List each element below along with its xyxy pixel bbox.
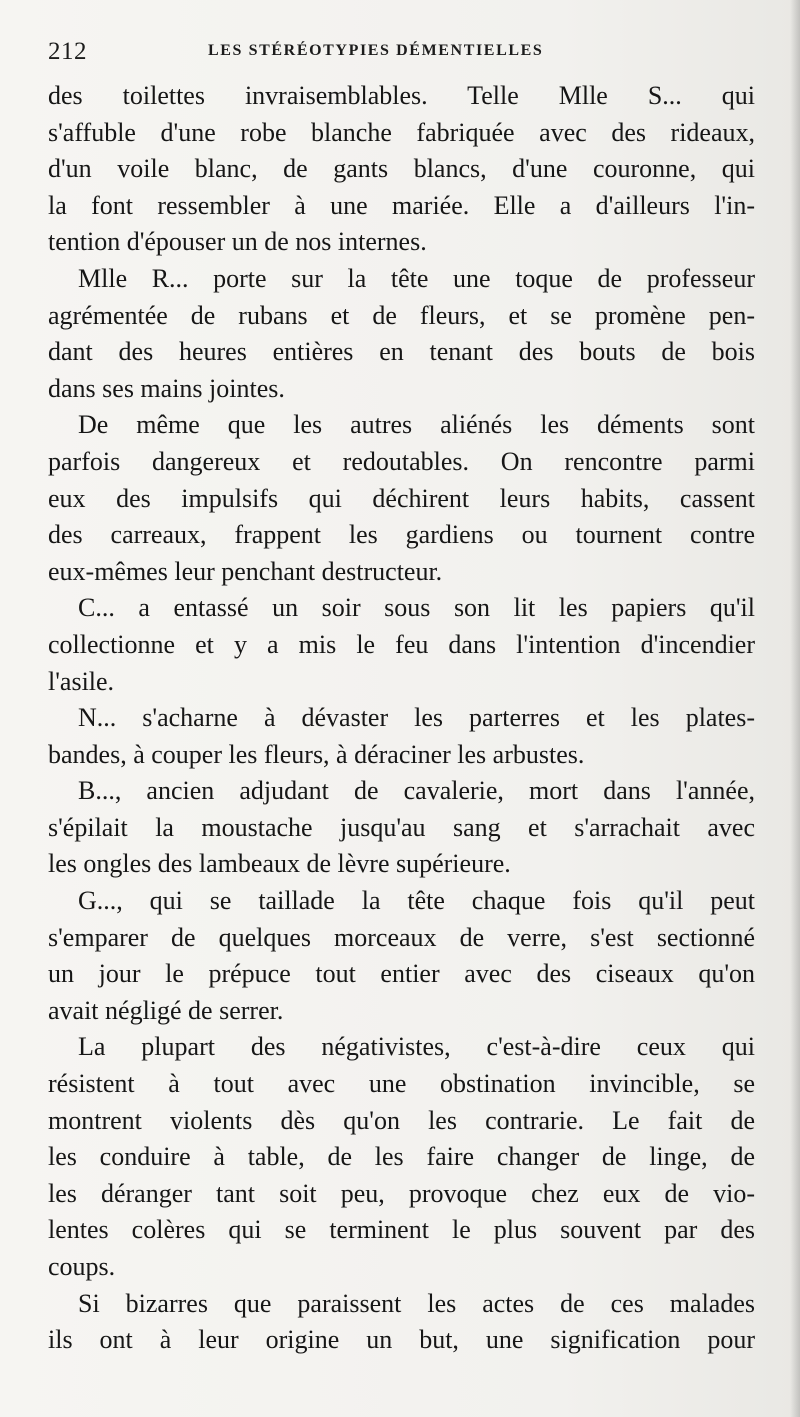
- text-line: eux-mêmes leur penchant destructeur.: [48, 556, 443, 586]
- text-line: s'affuble d'une robe blanche fabriquée avec des rideaux,: [48, 117, 755, 147]
- text-line: De même que les autres aliénés les déments sont: [78, 410, 755, 440]
- text-line: d'un voile blanc, de gants blancs, d'une couronne, qui: [48, 154, 755, 184]
- text-line: dans ses mains jointes.: [48, 373, 285, 403]
- text-line: des toilettes invraisemblables. Telle Mlle S... qui: [48, 81, 755, 110]
- paragraph: [48, 407, 755, 590]
- text-line: Si bizarres que paraissent les actes de ces malades: [78, 1288, 755, 1318]
- text-line: G..., qui se taillade la tête chaque fois qu'il peut: [78, 886, 755, 916]
- paragraph: [48, 1286, 755, 1359]
- paragraph: [48, 78, 755, 261]
- text-line: s'emparer de quelques morceaux de verre, s'est sectionné: [48, 922, 755, 952]
- text-line: C... a entassé un soir sous son lit les papiers qu'il: [78, 593, 755, 623]
- paragraph: [48, 700, 755, 773]
- text-line: bandes, à couper les fleurs, à déraciner les arbustes.: [48, 739, 585, 769]
- text-line: résistent à tout avec une obstination invincible, se: [48, 1069, 755, 1099]
- text-line: tention d'épouser un de nos internes.: [48, 227, 427, 257]
- text-line: lentes colères qui se terminent le plus souvent par des: [48, 1215, 755, 1245]
- text-line: un jour le prépuce tout entier avec des ciseaux qu'on: [48, 959, 755, 989]
- text-line: collectionne et y a mis le feu dans l'intention d'incendier: [48, 629, 755, 659]
- text-line: La plupart des négativistes, c'est-à-dire ceux qui: [78, 1032, 755, 1062]
- text-line: eux des impulsifs qui déchirent leurs habits, cassent: [48, 483, 755, 513]
- text-line: dant des heures entières en tenant des bouts de bois: [48, 337, 755, 367]
- page-edge-shadow: [790, 0, 800, 1417]
- text-line: s'épilait la moustache jusqu'au sang et s'arrachait avec: [48, 812, 755, 842]
- text-line: Mlle R... porte sur la tête une toque de professeur: [78, 263, 755, 293]
- text-line: les ongles des lambeaux de lèvre supérieure.: [48, 849, 511, 879]
- text-line: parfois dangereux et redoutables. On rencontre parmi: [48, 446, 755, 476]
- paragraph: [48, 773, 755, 883]
- text-line: coups.: [48, 1252, 116, 1281]
- page-header: [48, 38, 758, 66]
- page-number: 212: [48, 38, 87, 65]
- running-title: LES STÉRÉOTYPIES DÉMENTIELLES: [208, 42, 544, 59]
- body-text: [48, 78, 755, 1359]
- text-line: les déranger tant soit peu, provoque chez eux de vio-: [48, 1178, 755, 1208]
- paragraph: [48, 1029, 755, 1285]
- text-line: montrent violents dès qu'on les contrarie. Le fait de: [48, 1105, 755, 1135]
- paragraph: [48, 883, 755, 1029]
- text-line: N... s'acharne à dévaster les parterres et les plates-: [78, 703, 755, 733]
- text-line: B..., ancien adjudant de cavalerie, mort dans l'année,: [78, 776, 755, 806]
- text-line: l'asile.: [48, 666, 115, 696]
- text-line: des carreaux, frappent les gardiens ou tournent contre: [48, 520, 755, 550]
- paragraph: [48, 590, 755, 700]
- text-line: agrémentée de rubans et de fleurs, et se promène pen-: [48, 300, 755, 330]
- text-line: la font ressembler à une mariée. Elle a d'ailleurs l'in-: [48, 190, 755, 220]
- paragraph: [48, 261, 755, 407]
- text-line: les conduire à table, de les faire changer de linge, de: [48, 1142, 755, 1172]
- text-line: ils ont à leur origine un but, une signification pour: [48, 1325, 755, 1355]
- text-line: avait négligé de serrer.: [48, 995, 284, 1025]
